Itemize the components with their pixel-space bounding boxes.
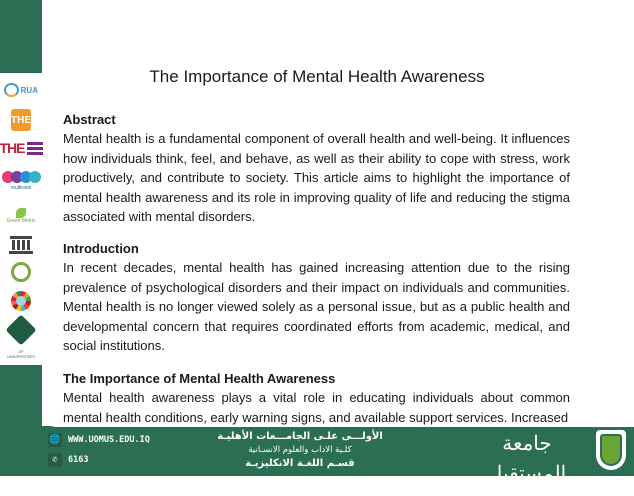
university-crest-icon <box>596 430 626 470</box>
impact-bars-icon <box>27 141 43 156</box>
universities-logo: OF UNIVERSITIES <box>7 348 35 359</box>
sdg-logo <box>4 291 38 311</box>
globe-icon: 🌐 <box>49 435 61 445</box>
phone-number: 6163 <box>68 455 89 465</box>
multirank-circles-icon <box>2 171 41 183</box>
section-introduction <box>63 239 570 355</box>
pillars-logo <box>4 236 38 254</box>
section-heading: Abstract <box>63 112 116 127</box>
rua-ring-icon <box>4 83 19 97</box>
university-name-english: AL-MUSTAQBAL UNIVERSITY <box>469 488 585 496</box>
accreditation-logo-column <box>0 73 42 365</box>
ui-greenmetric-logo: Green Metric <box>4 204 38 228</box>
phone-icon: ✆ <box>48 453 62 467</box>
star-emblem-icon <box>5 314 36 345</box>
section-body: Mental health is a fundamental component of overall health and well-being. It influences how individuals think, feel, and behave, as well as their ability to cope with stress, work productively, and contribute to society. This article aims to highlight the importance of mental health awareness and its role in improving quality of life and reducing the stigma associated with mental disorders. <box>63 131 570 225</box>
website-link[interactable]: WWW.UOMUS.EDU.IQ <box>68 435 150 445</box>
footer-department: قسـم اللغـة الانكليزيـة <box>245 458 355 469</box>
the-logo: THE <box>11 109 31 131</box>
star-emblem-logo <box>4 319 38 341</box>
sdg-wheel-icon <box>11 291 31 311</box>
section-heading: Introduction <box>63 241 139 256</box>
website-row[interactable] <box>48 431 150 449</box>
section-abstract <box>63 110 570 226</box>
footer-college: كلـية الاداب والعلوم الانسـانية <box>248 445 352 455</box>
university-wordmark <box>462 428 592 496</box>
phone-row <box>48 451 150 469</box>
footer-college-text <box>200 430 400 471</box>
leaf-icon <box>16 208 26 218</box>
wreath-logo <box>4 262 38 282</box>
section-body: Mental health awareness plays a vital role in educating individuals about common mental health conditions, early warning signs, and available support services. Increased <box>63 390 570 425</box>
footer-contact <box>48 431 150 471</box>
university-name-arabic: جامعة المستقبل <box>487 431 567 485</box>
multirank-logo: multirank <box>4 166 38 196</box>
footer-tagline: الأولـــى علـى الجامـــعات الأهليـة <box>217 431 383 442</box>
the-impact-rankings-logo: THE <box>4 139 38 157</box>
section-importance <box>63 369 570 426</box>
section-body: In recent decades, mental health has gained increasing attention due to the rising prevalence of psychological disorders and their impact on individuals and communities. Mental health is no longer viewed solely as a personal issue, but as a public health and developmental concern that requires coordinated efforts from academic, medical, and social institutions. <box>63 260 570 354</box>
document-title: The Importance of Mental Health Awareness <box>149 67 485 86</box>
wreath-icon <box>11 262 31 282</box>
section-heading: The Importance of Mental Health Awareness <box>63 371 336 386</box>
rua-logo: RUA <box>4 79 38 101</box>
